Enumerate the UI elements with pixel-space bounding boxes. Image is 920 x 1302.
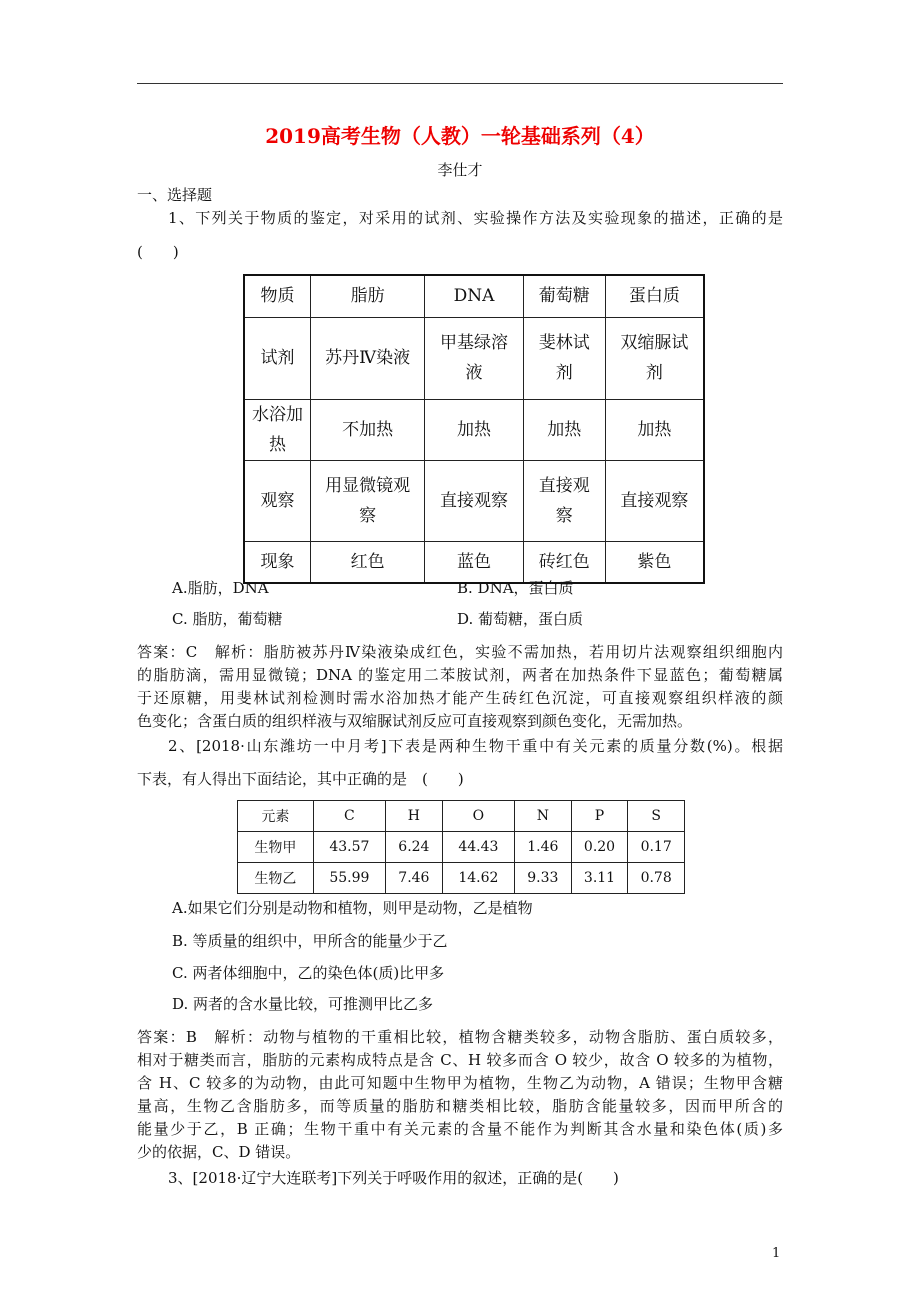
table-cell: 用显微镜观察 bbox=[311, 460, 425, 541]
table-cell: 14.62 bbox=[442, 863, 514, 894]
table-cell: 水浴加热 bbox=[244, 399, 311, 460]
table-cell: N bbox=[515, 801, 572, 832]
table-cell: 44.43 bbox=[442, 832, 514, 863]
table-cell: 葡萄糖 bbox=[523, 275, 605, 317]
q2-answer-line: 含 H、C 较多的为动物，由此可知题中生物甲为植物，生物乙为动物，A 错误；生物甲含糖 bbox=[137, 1074, 783, 1092]
table-cell: 55.99 bbox=[313, 863, 385, 894]
table-row bbox=[244, 275, 704, 317]
table-row bbox=[238, 832, 685, 863]
q2-option-a: A.如果它们分别是动物和植物，则甲是动物，乙是植物 bbox=[172, 899, 533, 917]
q2-answer-line: 量高，生物乙含脂肪多，而等质量的脂肪和糖类相比较，脂肪含能量较多，因而甲所含的 bbox=[137, 1097, 783, 1115]
table-cell: 0.17 bbox=[628, 832, 685, 863]
table-cell: 蛋白质 bbox=[605, 275, 704, 317]
q1-blank: ( ) bbox=[137, 243, 179, 261]
table-cell: 脂肪 bbox=[311, 275, 425, 317]
table-cell: 43.57 bbox=[313, 832, 385, 863]
table-cell: 0.20 bbox=[571, 832, 628, 863]
table-cell: 物质 bbox=[244, 275, 311, 317]
table-cell: 紫色 bbox=[605, 541, 704, 583]
q1-table bbox=[243, 274, 705, 584]
q1-answer-line: 色变化；含蛋白质的组织样液与双缩脲试剂反应可直接观察到颜色变化，无需加热。 bbox=[137, 712, 693, 730]
table-cell: 双缩脲试剂 bbox=[605, 317, 704, 399]
q2-option-d: D. 两者的含水量比较，可推测甲比乙多 bbox=[172, 995, 434, 1013]
table-row bbox=[244, 317, 704, 399]
table-cell: 观察 bbox=[244, 460, 311, 541]
table-cell: 生物乙 bbox=[238, 863, 314, 894]
table-cell: P bbox=[571, 801, 628, 832]
table-cell: 3.11 bbox=[571, 863, 628, 894]
table-cell: 直接观察 bbox=[523, 460, 605, 541]
table-row bbox=[244, 541, 704, 583]
table-cell: 元素 bbox=[238, 801, 314, 832]
table-cell: 0.78 bbox=[628, 863, 685, 894]
table-cell: 加热 bbox=[523, 399, 605, 460]
table-cell: 9.33 bbox=[515, 863, 572, 894]
q2-option-b: B. 等质量的组织中，甲所含的能量少于乙 bbox=[172, 932, 448, 950]
q1-answer-line: 答案：C 解析：脂肪被苏丹Ⅳ染液染成红色，实验不需加热，若用切片法观察组织细胞内 bbox=[137, 643, 783, 661]
q2-answer-line: 相对于糖类而言，脂肪的元素构成特点是含 C、H 较多而含 O 较少，故含 O 较多的为植物， bbox=[137, 1051, 783, 1069]
table-cell: 现象 bbox=[244, 541, 311, 583]
q2-table bbox=[237, 800, 685, 894]
q3-stem: 3、[2018·辽宁大连联考]下列关于呼吸作用的叙述，正确的是( ) bbox=[168, 1169, 619, 1187]
page-number: 1 bbox=[772, 1246, 781, 1261]
table-cell: 斐林试剂 bbox=[523, 317, 605, 399]
table-cell: C bbox=[313, 801, 385, 832]
table-cell: 加热 bbox=[605, 399, 704, 460]
table-row bbox=[238, 801, 685, 832]
q2-answer-line: 能量少于乙，B 正确；生物干重中有关元素的含量不能作为判断其含水量和染色体(质)多 bbox=[137, 1120, 783, 1138]
q2-stem: 2、[2018·山东潍坊一中月考]下表是两种生物干重中有关元素的质量分数(%)。根据 bbox=[168, 737, 783, 755]
table-cell: 甲基绿溶液 bbox=[425, 317, 524, 399]
table-cell: 试剂 bbox=[244, 317, 311, 399]
table-cell: O bbox=[442, 801, 514, 832]
table-cell: DNA bbox=[425, 275, 524, 317]
q2-answer-line: 答案：B 解析：动物与植物的干重相比较，植物含糖类较多，动物含脂肪、蛋白质较多， bbox=[137, 1028, 783, 1046]
table-cell: 不加热 bbox=[311, 399, 425, 460]
q1-option-b: B. DNA，蛋白质 bbox=[457, 579, 574, 597]
table-cell: 蓝色 bbox=[425, 541, 524, 583]
q1-option-c: C. 脂肪，葡萄糖 bbox=[172, 610, 283, 628]
header-rule bbox=[137, 83, 783, 84]
table-cell: 苏丹Ⅳ染液 bbox=[311, 317, 425, 399]
table-cell: S bbox=[628, 801, 685, 832]
table-cell: 生物甲 bbox=[238, 832, 314, 863]
table-cell: 7.46 bbox=[386, 863, 443, 894]
table-row bbox=[244, 460, 704, 541]
q1-option-d: D. 葡萄糖，蛋白质 bbox=[457, 610, 584, 628]
q1-stem: 1、下列关于物质的鉴定，对采用的试剂、实验操作方法及实验现象的描述，正确的是 bbox=[168, 209, 783, 227]
document-title: 2019高考生物（人教）一轮基础系列（4） bbox=[265, 124, 655, 148]
table-row bbox=[238, 863, 685, 894]
table-cell: 砖红色 bbox=[523, 541, 605, 583]
section-heading: 一、选择题 bbox=[137, 186, 213, 204]
table-cell: 红色 bbox=[311, 541, 425, 583]
q2-stem-cont: 下表，有人得出下面结论，其中正确的是 ( ) bbox=[137, 770, 464, 788]
q1-answer-line: 于还原糖，用斐林试剂检测时需水浴加热才能产生砖红色沉淀，可直接观察组织样液的颜 bbox=[137, 689, 783, 707]
q2-answer-line: 少的依据，C、D 错误。 bbox=[137, 1143, 301, 1161]
table-cell: 直接观察 bbox=[605, 460, 704, 541]
table-cell: 6.24 bbox=[386, 832, 443, 863]
table-cell: H bbox=[386, 801, 443, 832]
q1-option-a: A.脂肪，DNA bbox=[172, 579, 269, 597]
author: 李仕才 bbox=[437, 161, 483, 179]
table-cell: 直接观察 bbox=[425, 460, 524, 541]
q2-option-c: C. 两者体细胞中，乙的染色体(质)比甲多 bbox=[172, 964, 445, 982]
table-cell: 加热 bbox=[425, 399, 524, 460]
table-cell: 1.46 bbox=[515, 832, 572, 863]
q1-answer-line: 的脂肪滴，需用显微镜；DNA 的鉴定用二苯胺试剂，两者在加热条件下显蓝色；葡萄糖属 bbox=[137, 666, 783, 684]
table-row bbox=[244, 399, 704, 460]
